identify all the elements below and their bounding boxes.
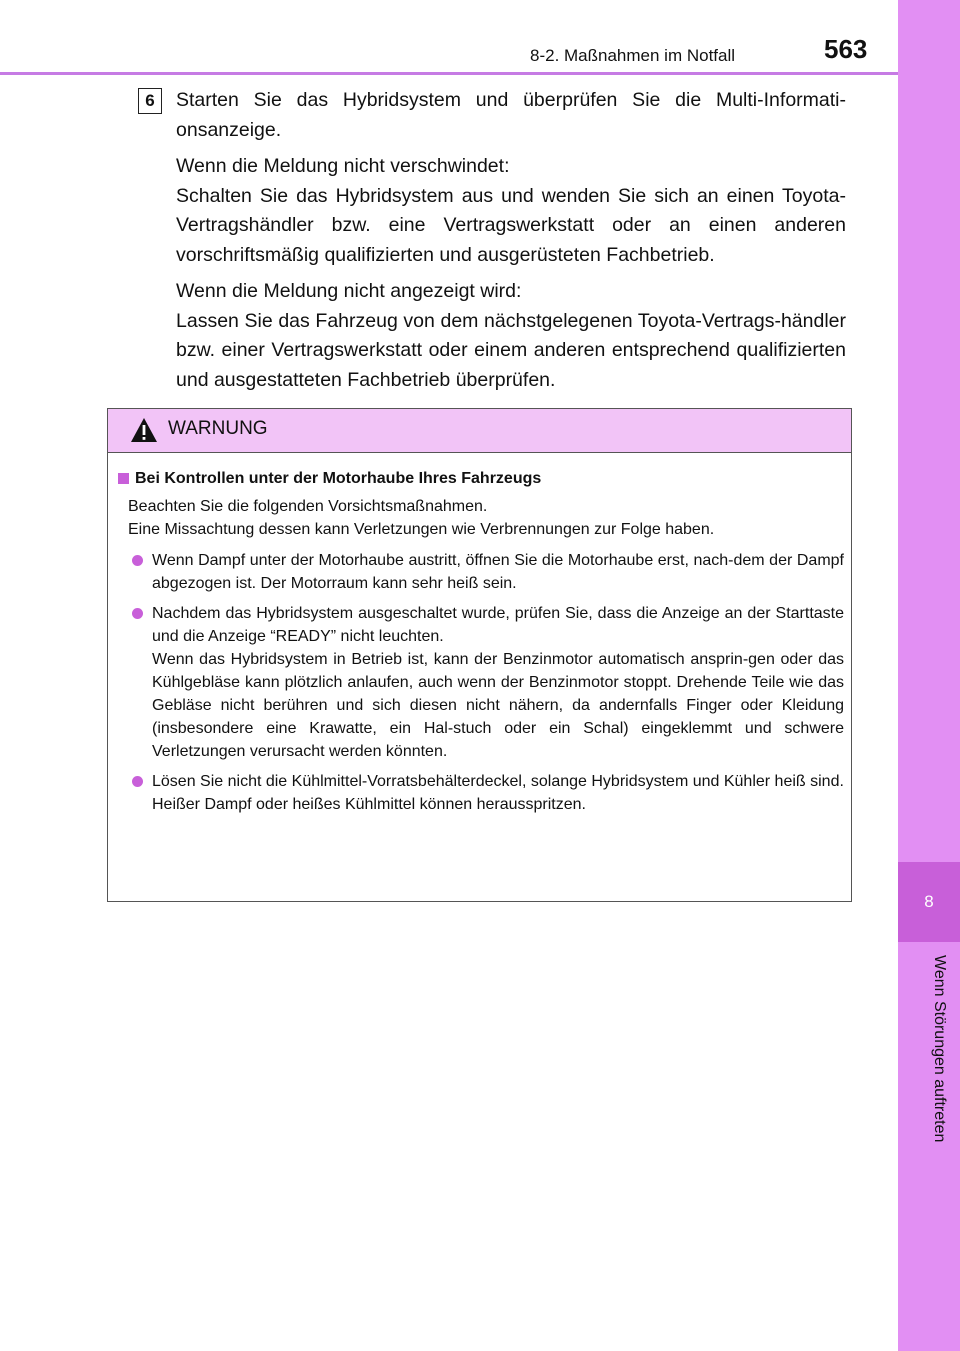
warning-triangle-icon (130, 417, 158, 443)
list-item (118, 549, 844, 595)
round-bullet-icon (132, 555, 143, 566)
list-item-text: Nachdem das Hybridsystem ausgeschaltet wurde, prüfen Sie, dass die Anzeige an der Starttaste und die Anzeige “READY” nicht leuchten. Wenn das Hybridsystem in Betrieb ist, kann der Benzinmotor automatisch ansprin-gen oder das Kühlgebläse kann plötzlich anlaufen, auch wenn der Benzinmotor stoppt. Drehende Teile wie das Gebläse nicht berühren und sich diesen nicht nähern, da andernfalls Finger oder Kleidung (insbesondere eine Krawatte, ein Hal-stuch oder ein Schal) eingeklemmt und schwere Verletzungen verursacht werden könnten. (152, 605, 844, 760)
warning-content (118, 467, 844, 823)
round-bullet-icon (132, 776, 143, 787)
step-body (176, 86, 846, 402)
chapter-number: 8 (924, 892, 934, 911)
list-item (118, 770, 844, 816)
list-item-text: Wenn Dampf unter der Motorhaube austritt, öffnen Sie die Motorhaube erst, nach-dem der Dampf abgezogen ist. Der Motorraum kann sehr heiß sein. (152, 552, 844, 592)
list-item (118, 602, 844, 763)
step-number-badge: 6 (138, 88, 162, 114)
page-number: 563 (824, 34, 868, 64)
step-paragraph: Wenn die Meldung nicht verschwindet: Schalten Sie das Hybridsystem aus und wenden Sie sich an einen Toyota-Vertragshändler bzw. eine Vertragswerkstatt oder an einen anderen vorschriftsmäßig qualifizierten und ausgerüsteten Fachbetrieb. (176, 155, 846, 266)
warning-box (107, 408, 852, 902)
step-paragraph: Starten Sie das Hybridsystem und überprüfen Sie die Multi-Informati-onsanzeige. (176, 89, 846, 141)
section-label: 8-2. Maßnahmen im Notfall (530, 46, 736, 65)
warning-intro: Beachten Sie die folgenden Vorsichtsmaßnahmen. Eine Missachtung dessen kann Verletzungen wie Verbrennungen zur Folge haben. (128, 498, 715, 538)
warning-title: WARNUNG (168, 418, 268, 439)
warning-subheading-text: Bei Kontrollen unter der Motorhaube Ihres Fahrzeugs (135, 470, 542, 487)
round-bullet-icon (132, 608, 143, 619)
step-paragraph: Wenn die Meldung nicht angezeigt wird: Lassen Sie das Fahrzeug von dem nächstgelegenen Toyota-Vertrags-händler bzw. einer Vertragswerkstatt oder einem anderen entsprechend qualifizierten und ausgestatteten Fachbetrieb überprüfen. (176, 280, 846, 391)
warning-header (108, 409, 851, 453)
header-rule (0, 72, 898, 75)
square-bullet-icon (118, 473, 129, 484)
chapter-number-box (898, 862, 960, 942)
list-item-text: Lösen Sie nicht die Kühlmittel-Vorratsbehälterdeckel, solange Hybridsystem und Kühler heiß sind. Heißer Dampf oder heißes Kühlmittel können herausspritzen. (152, 773, 844, 813)
warning-subheading (118, 467, 844, 490)
chapter-side-tab (898, 0, 960, 1351)
chapter-title: Wenn Störungen auftreten (931, 955, 948, 1143)
